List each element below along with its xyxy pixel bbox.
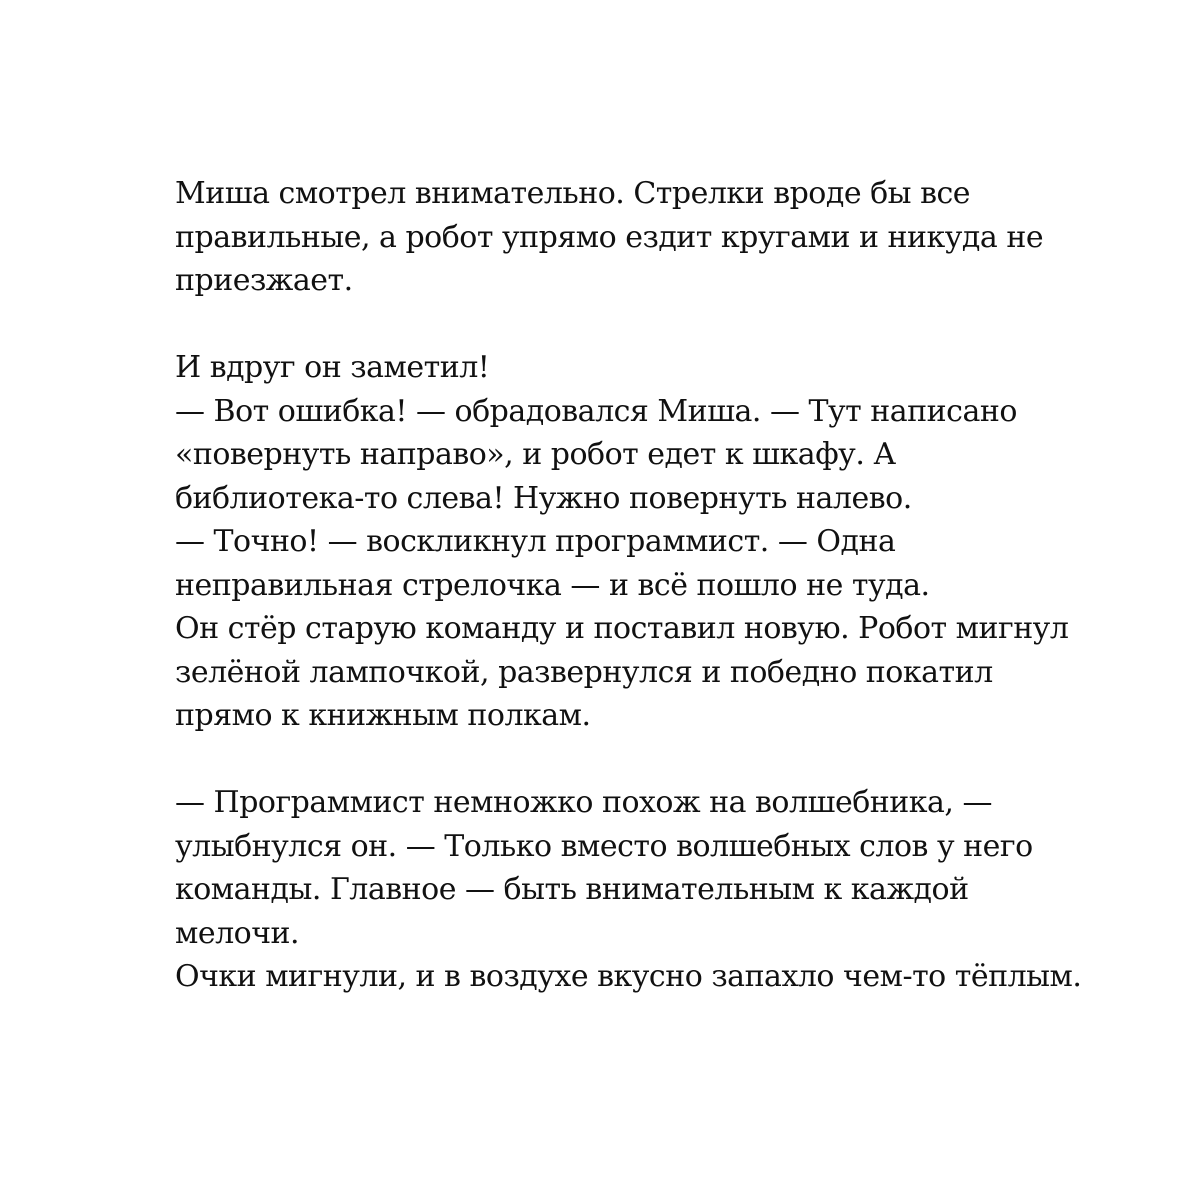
text-line: мелочи. [175,915,300,951]
text-line: Очки мигнули, и в воздухе вкусно запахло чем-то тёплым. [175,959,1082,994]
paragraph-1 [175,172,1175,303]
paragraph-spacer [175,738,1175,782]
text-line: Миша смотрел внимательно. Стрелки вроде бы все [175,176,971,211]
text-line: неправильная стрелочка — и всё пошло не туда. [175,567,930,603]
text-line: — Программист немножко похож на волшебника, — [175,785,992,820]
paragraph-3 [175,781,1175,999]
text-line: — Вот ошибка! — обрадовался Миша. — Тут написано [175,393,1017,429]
text-line: И вдруг он заметил! [175,350,490,385]
text-line: приезжает. [175,263,353,298]
paragraph-2 [175,346,1175,738]
text-line: «повернуть направо», и робот едет к шкафу. А [175,437,896,472]
text-line: Он стёр старую команду и поставил новую. Робот мигнул [175,611,1069,646]
text-line: зелёной лампочкой, развернулся и победно покатил [175,654,993,690]
text-line: прямо к книжным полкам. [175,698,591,733]
text-line: команды. Главное — быть внимательным к каждой [175,872,969,907]
text-line: улыбнулся он. — Только вместо волшебных слов у него [175,828,1033,864]
text-line: библиотека-то слева! Нужно повернуть налево. [175,480,912,516]
paragraph-spacer [175,303,1175,347]
text-line: правильные, а робот упрямо ездит кругами и никуда не [175,219,1044,255]
story-text [175,172,1175,999]
text-line: — Точно! — воскликнул программист. — Одна [175,524,896,559]
